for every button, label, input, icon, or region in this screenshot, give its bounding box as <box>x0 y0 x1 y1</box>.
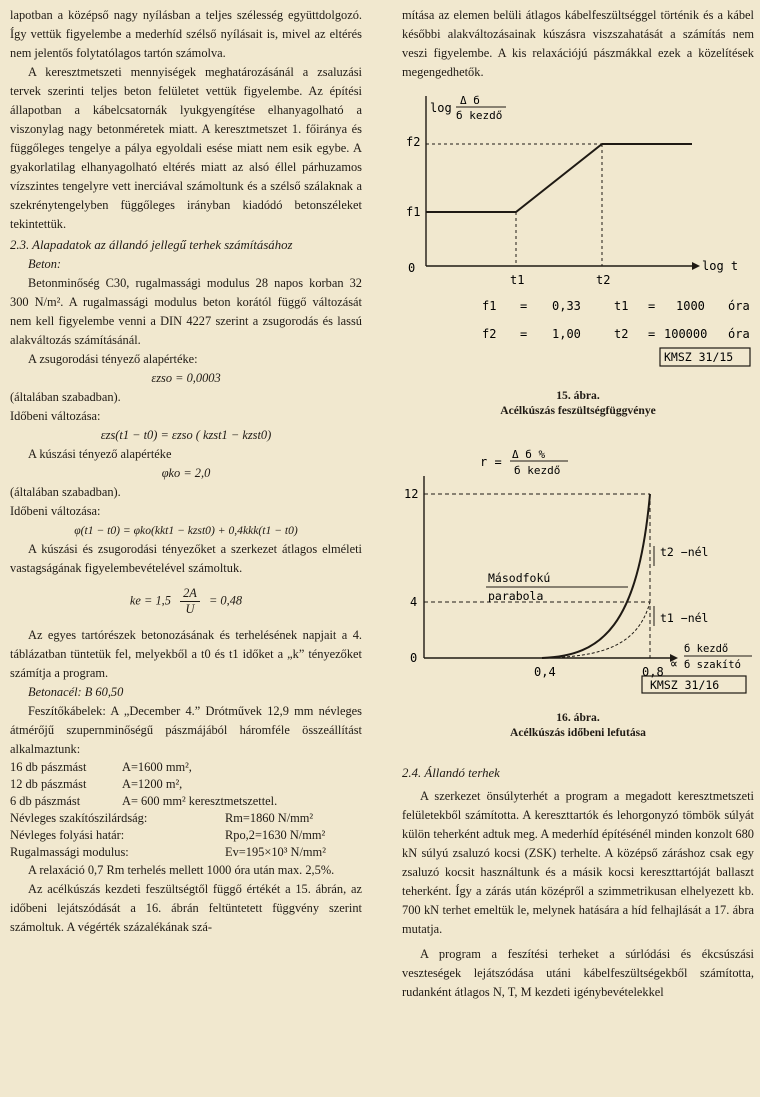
figure-15-caption-text: Acélkúszás feszültségfüggvénye <box>500 404 656 417</box>
text-line: A kúszási tényező alapértéke <box>28 447 172 461</box>
text-line: Időbeni változása: <box>10 409 101 423</box>
figure-16 <box>402 446 754 696</box>
paragraph: A keresztmetszeti mennyiségek meghatározásánál a zsaluzási tervek szerinti teljes beton felületet vettük figyelembe. Az építési állapotban a kábelcsatornák lyukgyengítése elhanyagolható a viszonylag nagy betonméretek miatt. A keresztmetszet 1. főiránya és függőleges tengelye a pálya egyoldali esése miatt nem esik egybe. A gyakorlatilag elhanyagolható eltérés miatt az alsó éllel párhuzamos vízszintes tengelyre vett inerciával számoltunk és a szélső szálaknak a szekrénytengelyben függőleges irányban kiadódó betonszéleket tekintettük. <box>10 65 362 231</box>
table-cell: = <box>520 327 528 341</box>
fig16-xlabel-alpha: ∝ <box>670 657 678 672</box>
fig16-label-parabola-1: Másodfokú <box>488 571 551 585</box>
table-cell: = <box>648 327 656 341</box>
cable-area: A=1200 m², <box>122 777 183 791</box>
list-item <box>10 776 362 793</box>
fig15-ytick-0: 0 <box>408 261 416 275</box>
left-column <box>10 6 362 937</box>
list-item <box>10 759 362 776</box>
fig16-curve-t2 <box>542 494 650 658</box>
fig15-ytick-f2: f2 <box>406 135 421 149</box>
fig16-xtick-04: 0,4 <box>534 665 556 679</box>
section-heading: 2.4. Állandó terhek <box>402 766 500 780</box>
list-item <box>10 793 362 810</box>
cable-area: A= 600 mm² keresztmetszettel. <box>122 794 278 808</box>
fig16-ylabel-den: б kezdő <box>514 464 561 477</box>
fig15-xtick-t2: t2 <box>596 273 611 287</box>
fig15-ylabel-num: Δ б <box>460 94 480 107</box>
paragraph: A szerkezet önsúlyterhét a program a megadott keresztmetszeti felületekből számította. A kereszttartók és lehorgonyzó tömbök súlyát külön teherként adtuk meg. A mederhíd építésénél minden konzolt 680 kN súlyú zsaluzó kocsi (ZSK) terhelte. A középső záráshoz csak egy zsaluzó kocsit használtunk és a másik kocsi kereszttartóját ballaszt teherként. Így a zárás után középről a szimmetrikusan elhelyezett kb. 700 kN terhet emeltük le, melynek hatására a híd felhajlását a 17. ábra mutatja. <box>402 789 754 936</box>
property-label: Névleges folyási határ: <box>10 828 125 842</box>
equation: φko = 2,0 <box>161 466 211 480</box>
fig16-xlabel-den: б szakító <box>684 659 741 671</box>
table-cell: f2 <box>482 327 497 341</box>
paragraph: Az acélkúszás kezdeti feszültségtől függő értékét a 15. ábrán, az időbeni lejátszódását a 16. ábrán feltüntetett függvény szerint számoltuk. A végérték százalékának szá- <box>10 882 362 934</box>
fig16-xlabel-num: б kezdő <box>684 643 729 655</box>
fig16-ytick-4: 4 <box>410 595 418 609</box>
table-cell: = <box>648 299 656 313</box>
fig16-xtick-08: 0,8 <box>642 665 664 679</box>
fig16-label-parabola-2: parabola <box>488 589 544 603</box>
property-label: Névleges szakítószilárdság: <box>10 811 148 825</box>
table-cell: 1,00 <box>552 327 581 341</box>
fig16-label-t2: t2 −nél <box>660 545 709 559</box>
fig16-ytick-0: 0 <box>410 651 418 665</box>
paragraph: Az egyes tartórészek betonozásának és terhelésének napjait a 4. táblázatban tüntetük fel, melyekből a t0 és t1 időket a „k” tényezőket számítja a program. <box>10 628 362 680</box>
arrow-icon <box>692 262 700 270</box>
equation: εzso = 0,0003 <box>151 371 221 385</box>
paragraph: Betonminőség C30, rugalmassági modulus 28 napos korban 32 300 N/m². A rugalmassági modulus beton korától függő változását nem kell figyelembe venni a DIN 4227 szerint a zsugorodás és lassú alakváltozás számításánál. <box>10 276 362 347</box>
fig15-ylabel <box>430 94 506 122</box>
fig15-xtick-t1: t1 <box>510 273 525 287</box>
table-cell: óra <box>728 299 750 313</box>
list-item <box>10 844 362 861</box>
table-cell: 0,33 <box>552 299 581 313</box>
text-line: (általában szabadban). <box>10 485 121 499</box>
paragraph: Feszítőkábelek: A „December 4.” Drótművek 12,9 mm névleges átmérőjű szupernminőségű pászmájából háromféle összeállítást alkalmaztunk: <box>10 704 362 756</box>
paragraph: lapotban a középső nagy nyílásban a teljes szélesség együttdolgozó. Így vettük figyelembe a mederhíd szélső nyílásait is, mivel az eltérés nem jelentős folytatólagos tartón számolva. <box>10 8 362 60</box>
fig16-curve-t1 <box>542 602 650 658</box>
fig15-ylabel-den: б kezdő <box>456 109 503 122</box>
table-cell: t2 <box>614 327 629 341</box>
table-cell: t1 <box>614 299 629 313</box>
equation: φ(t1 − t0) = φko(kkt1 − kzst0) + 0,4kkk(t1 − t0) <box>74 524 298 537</box>
equation-lhs: ke = 1,5 <box>129 593 171 608</box>
property-value: Rm=1860 N/mm² <box>225 811 314 825</box>
property-value: Rpo,2=1630 N/mm² <box>225 828 326 842</box>
list-item <box>10 827 362 844</box>
fraction-denominator: U <box>185 602 195 616</box>
text-line: Betonacél: B 60,50 <box>28 685 124 699</box>
table-cell: óra <box>728 327 750 341</box>
property-list <box>10 810 362 861</box>
paragraph: mítása az elemen belüli átlagos kábelfeszültséggel történik és a kábel későbbi alakváltozásainak kúszásra viszszahatását a számítás nem veszi figyelembe. A kis relaxációjú pászmákkal ezek a közelítések megengedhetők. <box>402 8 754 79</box>
paragraph: A program a feszítési terheket a súrlódási és ékcsúszási veszteségek lejátszódása utáni kábelfeszültségekből számította, rudanként átlagos N, T, M kezdeti igénybevételekkel <box>402 947 754 999</box>
table-cell: f1 <box>482 299 497 313</box>
figure-16-caption-text: Acélkúszás időbeni lefutása <box>510 726 646 739</box>
fig16-label-t1: t1 −nél <box>660 611 709 625</box>
fraction-numerator: 2A <box>180 586 200 602</box>
beton-label: Beton: <box>28 257 62 271</box>
table-cell: 100000 <box>664 327 708 341</box>
fig16-ytick-12: 12 <box>404 487 419 501</box>
cable-count: 12 db pászmást <box>10 777 87 791</box>
cable-count: 6 db pászmást <box>10 794 81 808</box>
table-cell: = <box>520 299 528 313</box>
cable-count: 16 db pászmást <box>10 760 87 774</box>
fig16-stamp: KMSZ 31/16 <box>650 678 720 692</box>
fig16-ylabel-r: r = <box>480 455 502 469</box>
table-cell: 1000 <box>676 299 705 313</box>
fig15-ylabel-log: log <box>430 101 452 115</box>
figure-16-caption-title: 16. ábra. <box>556 711 600 724</box>
cable-area: A=1600 mm², <box>122 760 192 774</box>
property-value: Ev=195×10³ N/mm² <box>225 845 326 859</box>
paragraph: A relaxáció 0,7 Rm terhelés mellett 1000 óra után max. 2,5%. <box>28 863 335 877</box>
equation-rhs: = 0,48 <box>208 593 243 608</box>
property-label: Rugalmassági modulus: <box>10 845 129 859</box>
equation-ke <box>10 586 362 620</box>
text-line: A zsugorodási tényező alapértéke: <box>28 352 198 366</box>
paragraph: A kúszási és zsugorodási tényezőket a szerkezet átlagos elméleti vastagságának figyelembevételével számoltuk. <box>10 542 362 575</box>
figure-15-caption-title: 15. ábra. <box>556 389 600 402</box>
fig15-xlabel: log t <box>702 259 739 273</box>
fig15-ytick-f1: f1 <box>406 205 421 219</box>
text-line: Időbeni változása: <box>10 504 101 518</box>
list-item <box>10 810 362 827</box>
fraction <box>180 586 200 617</box>
figure-15 <box>402 86 754 386</box>
right-column <box>402 6 754 1002</box>
text-line: (általában szabadban). <box>10 390 121 404</box>
equation: εzs(t1 − t0) = εzso ( kzst1 − kzst0) <box>100 428 272 442</box>
fig15-table <box>482 299 750 341</box>
fig16-ylabel-num: Δ б % <box>512 448 546 461</box>
cable-list <box>10 759 362 810</box>
section-heading: 2.3. Alapadatok az állandó jellegű terhek számításához <box>10 238 293 252</box>
fig15-curve <box>426 144 692 212</box>
fig15-stamp: KMSZ 31/15 <box>664 350 734 364</box>
